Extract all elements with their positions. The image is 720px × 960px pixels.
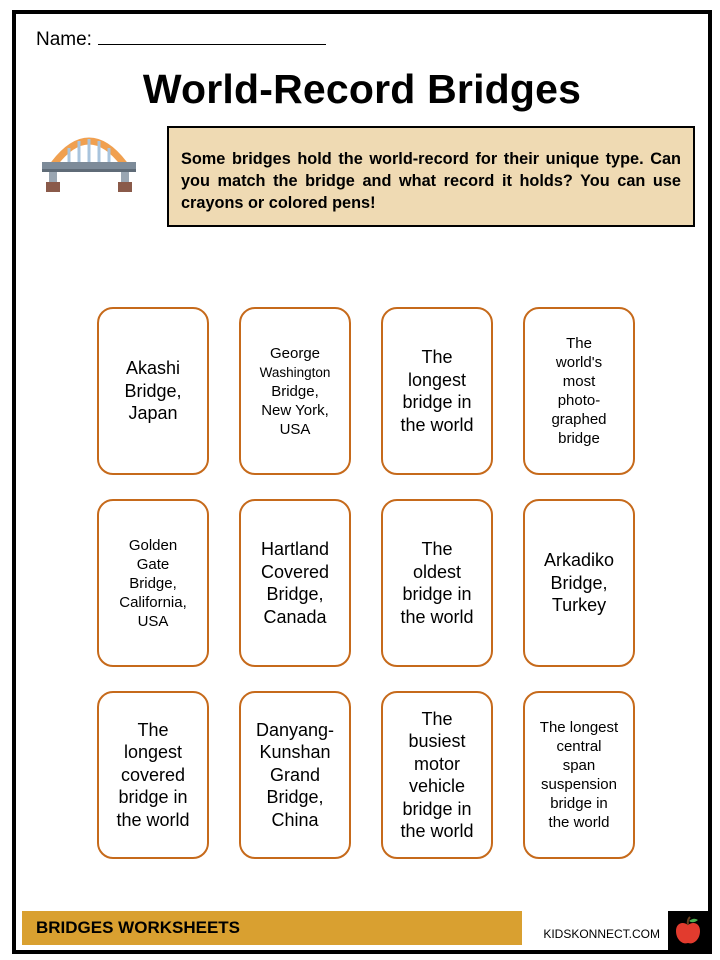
match-card-text: [400, 708, 473, 843]
match-card-line: bridge in: [402, 392, 472, 412]
match-card-line: Covered: [260, 561, 330, 582]
match-card-line: George: [269, 344, 321, 362]
match-card-line: most: [562, 373, 596, 390]
match-card[interactable]: [97, 499, 209, 667]
match-card[interactable]: [239, 691, 351, 859]
instructions-text: Some bridges hold the world-record for their unique type. Can you match the bridge and what record it holds? You can use crayons or colored pens!: [181, 150, 681, 212]
match-card-line: Japan: [128, 403, 178, 424]
match-card-line: the world: [400, 606, 474, 627]
match-card[interactable]: [381, 691, 493, 859]
match-card[interactable]: [239, 307, 351, 475]
match-card-line: Kunshan: [259, 742, 331, 763]
match-card-text: [400, 346, 473, 436]
match-card-line: USA: [137, 612, 169, 630]
match-card-line: Arkadiko: [543, 550, 615, 571]
card-grid: [16, 14, 708, 950]
match-card-text: [551, 334, 606, 448]
match-card[interactable]: [523, 691, 635, 859]
match-card-line: the world: [116, 809, 190, 830]
match-card-line: Bridge,: [266, 787, 324, 808]
match-card-line: Bridge,: [550, 572, 608, 593]
match-card-line: longest: [123, 742, 183, 763]
match-card-line: The: [421, 347, 453, 367]
match-card-line: central: [556, 738, 602, 755]
match-card-line: bridge in: [118, 787, 188, 808]
match-card-text: [544, 549, 614, 617]
match-card-text: [400, 538, 473, 628]
match-card[interactable]: [381, 499, 493, 667]
match-card-line: The: [421, 708, 453, 729]
match-card-line: Golden: [128, 536, 178, 554]
match-card-text: [260, 344, 331, 439]
match-card-line: suspension: [541, 776, 617, 793]
match-card-line: New York,: [261, 401, 329, 419]
match-card[interactable]: [381, 307, 493, 475]
match-card-line: bridge in: [402, 584, 472, 604]
match-card-line: Akashi: [125, 358, 180, 379]
match-card[interactable]: [523, 307, 635, 475]
name-label: Name:: [36, 29, 92, 50]
match-card-line: covered: [120, 764, 186, 785]
match-card-line: The: [421, 539, 453, 559]
worksheet-page: [12, 10, 712, 954]
match-card-line: bridge: [558, 430, 600, 447]
match-card-line: California,: [119, 593, 187, 611]
match-card-line: Bridge,: [266, 584, 324, 604]
match-card-text: [256, 719, 334, 832]
match-card-line: photo-: [557, 392, 601, 409]
match-card-line: Hartland: [260, 539, 330, 559]
footer-label: BRIDGES WORKSHEETS: [36, 918, 241, 937]
match-card-line: Bridge,: [124, 380, 182, 401]
match-card-line: world's: [555, 354, 603, 371]
match-card-line: Turkey: [551, 595, 607, 616]
match-card-line: Gate: [136, 555, 170, 573]
match-card[interactable]: [97, 691, 209, 859]
match-card-text: [116, 719, 189, 832]
match-card-line: Canada: [263, 606, 327, 627]
footer-bar: [22, 911, 522, 945]
page-title: World-Record Bridges: [142, 66, 582, 112]
match-card-line: Bridge,: [271, 382, 319, 400]
match-card-line: bridge in: [402, 798, 472, 819]
match-card[interactable]: [523, 499, 635, 667]
match-card-line: the world: [548, 814, 610, 831]
footer-site: KIDSKONNECT.COM: [543, 927, 660, 941]
match-card-line: Danyang-: [255, 719, 335, 740]
match-card-text: [261, 538, 329, 628]
match-card-line: The: [137, 719, 169, 740]
match-card-line: longest: [407, 369, 467, 390]
match-card-line: vehicle: [408, 776, 465, 796]
match-card-line: span: [562, 757, 596, 774]
match-card[interactable]: [239, 499, 351, 667]
match-card[interactable]: [97, 307, 209, 475]
match-card-text: [540, 718, 618, 832]
match-card-line: the world: [400, 414, 474, 435]
match-card-line: motor: [413, 753, 460, 774]
match-card-line: the world: [400, 821, 474, 841]
match-card-line: graphed: [551, 411, 607, 428]
match-card-line: USA: [279, 420, 311, 438]
match-card-line: The longest: [539, 719, 619, 736]
match-card-text: [124, 357, 181, 425]
match-card-line: busiest: [408, 731, 466, 751]
match-card-line: Bridge,: [129, 574, 177, 592]
match-card-line: Washington: [259, 364, 331, 380]
apple-icon: [674, 916, 702, 946]
match-card-line: The: [566, 335, 592, 352]
match-card-text: [119, 536, 187, 631]
match-card-line: bridge in: [550, 795, 608, 812]
apple-logo-box: [668, 911, 708, 951]
match-card-line: China: [271, 809, 319, 830]
match-card-line: Grand: [269, 764, 320, 785]
match-card-line: oldest: [412, 561, 462, 582]
